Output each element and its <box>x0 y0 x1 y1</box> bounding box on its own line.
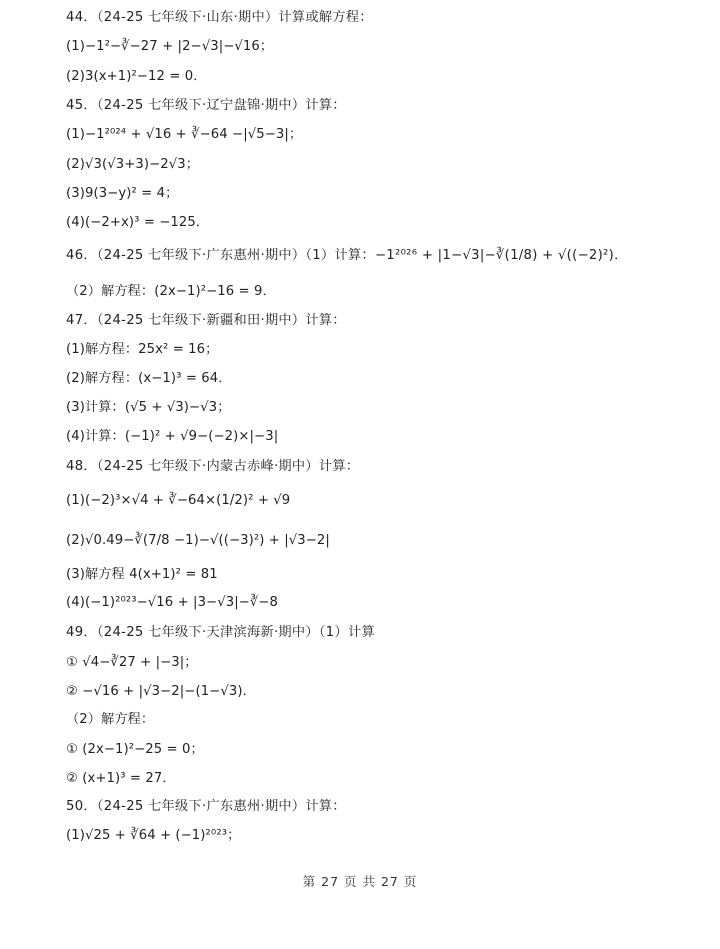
question-48-part-1: (1)(−2)³×√4 + ∛−64×(1/2)² + √9 <box>66 493 291 508</box>
question-46-part-2: （2）解方程：(2x−1)²−16 = 9． <box>66 284 276 299</box>
question-45-part-4: (4)(−2+x)³ = −125． <box>66 215 210 230</box>
question-50-header: 50．（24-25 七年级下·广东惠州·期中）计算： <box>66 799 346 814</box>
question-45-part-1: (1)−1²⁰²⁴ + √16 + ∛−64 −|√5−3|； <box>66 127 303 142</box>
question-47-part-4: (4)计算：(−1)² + √9−(−2)×|−3| <box>66 429 279 444</box>
question-49-calc-2: ② −√16 + |√3−2|−(1−√3)． <box>66 684 256 699</box>
question-45-header: 45．（24-25 七年级下·辽宁盘锦·期中）计算： <box>66 98 346 113</box>
page-footer: 第 27 页 共 27 页 <box>302 874 418 889</box>
question-49-eq-2: ② (x+1)³ = 27． <box>66 771 176 786</box>
question-48-header: 48．（24-25 七年级下·内蒙古赤峰·期中）计算： <box>66 459 360 474</box>
question-45-part-2: (2)√3(√3+3)−2√3； <box>66 157 200 172</box>
question-47-part-1: (1)解方程：25x² = 16； <box>66 342 219 357</box>
question-47-header: 47．（24-25 七年级下·新疆和田·期中）计算： <box>66 313 346 328</box>
question-50-part-1: (1)√25 + ∛64 + (−1)²⁰²³； <box>66 828 241 843</box>
question-44-part-1: (1)−1²−∛−27 + |2−√3|−√16； <box>66 39 274 54</box>
question-49-calc-1: ① √4−∛27 + |−3|； <box>66 655 198 670</box>
question-49-header: 49．（24-25 七年级下·天津滨海新·期中）（1）计算 <box>66 625 375 640</box>
question-47-part-2: (2)解方程：(x−1)³ = 64． <box>66 371 232 386</box>
question-46-header: 46．（24-25 七年级下·广东惠州·期中）（1）计算：−1²⁰²⁶ + |1−√3|−∛(1/8) + √((−2)²)． <box>66 248 628 263</box>
question-44-header: 44．（24-25 七年级下·山东·期中）计算或解方程： <box>66 10 373 25</box>
question-45-part-3: (3)9(3−y)² = 4； <box>66 186 179 201</box>
question-47-part-3: (3)计算：(√5 + √3)−√3； <box>66 400 231 415</box>
question-48-part-3: (3)解方程 4(x+1)² = 81 <box>66 567 218 582</box>
question-44-part-2: (2)3(x+1)²−12 = 0． <box>66 69 207 84</box>
question-48-part-4: (4)(−1)²⁰²³−√16 + |3−√3|−∛−8 <box>66 595 279 610</box>
question-48-part-2: (2)√0.49−∛(7/8 −1)−√((−3)²) + |√3−2| <box>66 533 330 548</box>
question-49-part-2-header: （2）解方程： <box>66 712 155 727</box>
question-49-eq-1: ① (2x−1)²−25 = 0； <box>66 742 204 757</box>
